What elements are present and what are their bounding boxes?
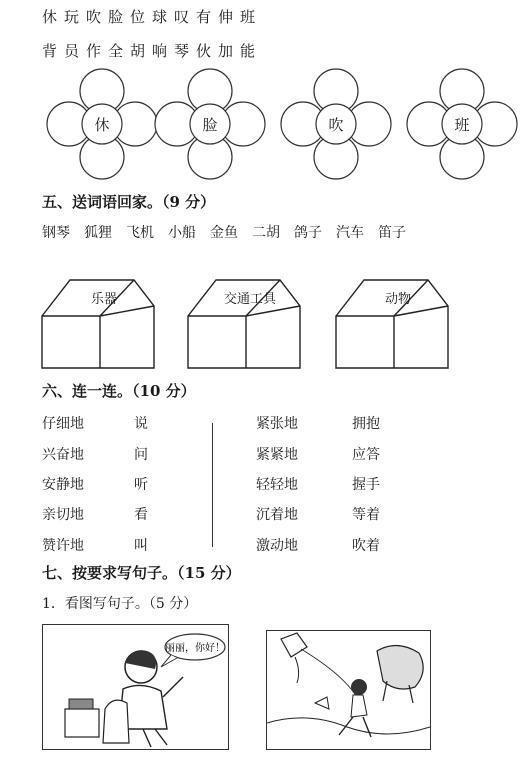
match-left-col-item: 仔细地 [42, 416, 84, 432]
flower-center-char: 吹 [328, 116, 344, 134]
word-item: 笛子 [378, 225, 406, 241]
char-char_row_1-4: 位 [130, 8, 146, 26]
char-char_row_2-8: 加 [218, 42, 234, 60]
char-char_row_2-7: 伙 [196, 42, 212, 60]
house-1 [188, 276, 318, 376]
word-item: 狐狸 [84, 225, 112, 241]
word-item: 飞机 [126, 225, 154, 241]
char-char_row_2-9: 能 [240, 42, 256, 60]
char-char_row_2-4: 胡 [130, 42, 146, 60]
match-right-col-item: 轻轻地 [256, 477, 298, 493]
match-left-col-item: 兴奋地 [42, 447, 84, 463]
match-right-col-item: 沉着地 [256, 507, 298, 523]
match-left-verbs-item: 问 [134, 447, 148, 463]
speech-bubble-text: 丽丽，你好！ [165, 643, 225, 654]
char-char_row_1-3: 脸 [108, 8, 124, 26]
match-left-col-item: 赞许地 [42, 538, 84, 554]
house-0 [42, 276, 172, 376]
section6-heading: 六、连一连。（10 分） [42, 382, 196, 400]
match-right-verbs-item: 握手 [352, 477, 380, 493]
house-label: 交通工具 [223, 292, 276, 307]
word-item: 小船 [168, 225, 196, 241]
word-item: 钢琴 [42, 225, 70, 241]
house-label: 动物 [384, 292, 411, 307]
char-char_row_2-6: 琴 [174, 42, 190, 60]
match-right-col-item: 紧紧地 [256, 447, 298, 463]
section7-subheading: 1．看图写句子。（5 分） [42, 596, 198, 612]
house-label: 乐器 [90, 292, 117, 307]
char-char_row_1-2: 吹 [86, 8, 102, 26]
kite-illustration [267, 631, 430, 749]
char-char_row_2-3: 全 [108, 42, 124, 60]
section5-words [42, 222, 420, 242]
char-char_row_2-0: 背 [42, 42, 58, 60]
picture-greeting [42, 624, 229, 750]
char-char_row_1-6: 叹 [174, 8, 190, 26]
matching-divider [212, 423, 213, 547]
match-right-verbs-item: 应答 [352, 447, 380, 463]
match-left-verbs-item: 听 [134, 477, 148, 493]
char-char_row_2-5: 响 [152, 42, 168, 60]
match-right-verbs-item: 等着 [352, 507, 380, 523]
word-item: 汽车 [336, 225, 364, 241]
char-char_row_2-1: 员 [64, 42, 80, 60]
match-right-verbs-item: 吹着 [352, 538, 380, 554]
char-char_row_2-2: 作 [86, 42, 102, 60]
char-char_row_1-0: 休 [42, 8, 58, 26]
flower-center-char: 班 [454, 116, 470, 134]
match-right-verbs-item: 拥抱 [352, 416, 380, 432]
flower-center-char: 休 [94, 116, 110, 134]
picture-kite [266, 630, 431, 750]
section7-heading: 七、按要求写句子。（15 分） [42, 564, 241, 582]
word-item: 鸽子 [294, 225, 322, 241]
house-2 [336, 276, 466, 376]
flower-center-char: 脸 [202, 116, 218, 134]
char-char_row_1-9: 班 [240, 8, 256, 26]
char-char_row_1-7: 有 [196, 8, 212, 26]
match-left-col-item: 亲切地 [42, 507, 84, 523]
word-item: 二胡 [252, 225, 280, 241]
char-char_row_1-8: 伸 [218, 8, 234, 26]
match-left-verbs-item: 叫 [134, 538, 148, 554]
match-right-col-item: 激动地 [256, 538, 298, 554]
match-right-col-item: 紧张地 [256, 416, 298, 432]
match-left-verbs-item: 说 [134, 416, 148, 432]
word-item: 金鱼 [210, 225, 238, 241]
match-left-col-item: 安静地 [42, 477, 84, 493]
match-left-verbs-item: 看 [134, 507, 148, 523]
char-char_row_1-5: 球 [152, 8, 168, 26]
char-char_row_1-1: 玩 [64, 8, 80, 26]
greeting-illustration [43, 625, 228, 749]
section5-heading: 五、送词语回家。（9 分） [42, 193, 216, 211]
